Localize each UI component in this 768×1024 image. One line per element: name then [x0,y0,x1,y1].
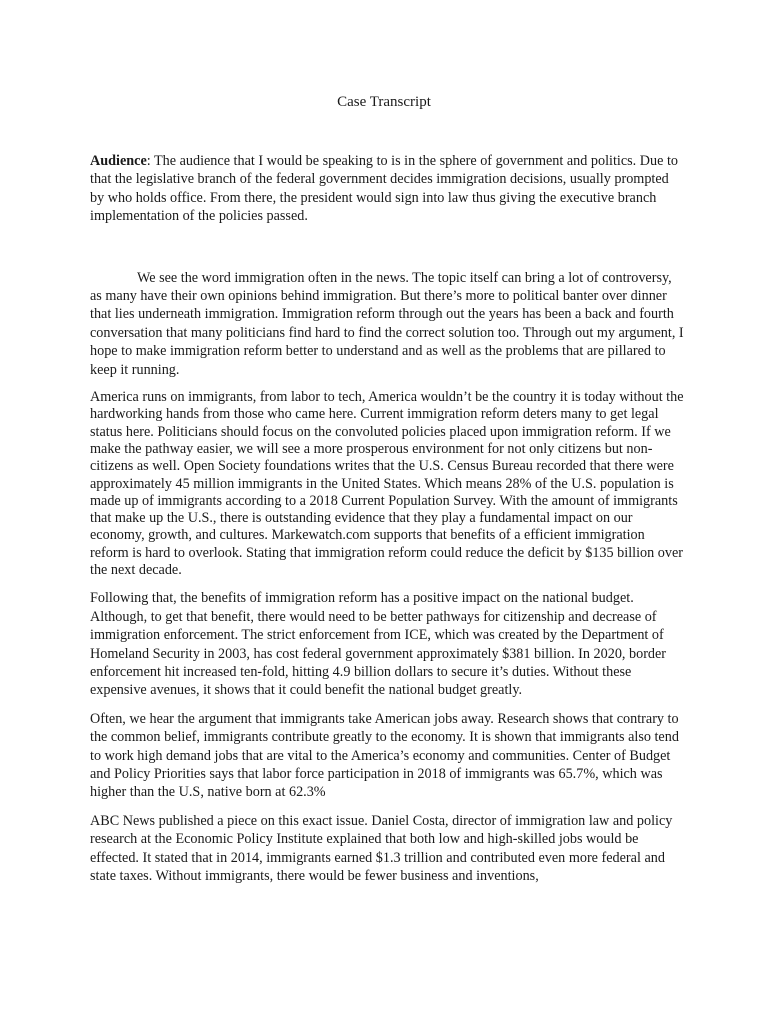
body-paragraph-jobs: Often, we hear the argument that immigrants take American jobs away. Research shows that contrary to the common belief, immigrants contribute greatly to the economy. It is shown that immigrants also tend to work high demand jobs that are vital to the America’s economy and communities. Center of Budget and Policy Priorities says that labor force participation in 2018 of immigrants was 65.7%, which was higher than the U.S, native born at 62.3% [90,710,679,801]
body-paragraph-immigrants: America runs on immigrants, from labor to tech, America wouldn’t be the country it is today without the hardworking hands from those who came here. Current immigration reform deters many to get legal status here. Politicians should focus on the convoluted policies placed upon immigration reform. If we make the pathway easier, we will see a more prosperous environment for not only citizens but non-citizens as well. Open Society foundations writes that the U.S. Census Bureau recorded that there were approximately 45 million immigrants in the United States. Which means 28% of the U.S. population is made up of immigrants according to a 2018 Current Population Survey. With the amount of immigrants that make up the U.S., there is outstanding evidence that they play a fundamental impact on our economy, growth, and cultures. Markewatch.com supports that benefits of a efficient immigration reform is hard to overlook. Stating that immigration reform could reduce the deficit by $135 billion over the next decade. [90,389,684,579]
page-title: Case Transcript [337,94,431,110]
body-paragraph-abc-news: ABC News published a piece on this exact issue. Daniel Costa, director of immigration law and policy research at the Economic Policy Institute explained that both low and high-skilled jobs would be effected. It stated that in 2014, immigrants earned $1.3 trillion and contributed even more federal and state taxes. Without immigrants, there would be fewer business and inventions, [90,812,673,885]
body-paragraph-budget: Following that, the benefits of immigration reform has a positive impact on the national budget. Although, to get that benefit, there would need to be better pathways for citizenship and decrease of immigration enforcement. The strict enforcement from ICE, which was created by the Department of Homeland Security in 2003, has cost federal government approximately $381 billion. In 2020, border enforcement hit increased ten-fold, hitting 4.9 billion dollars to secure it’s duties. Without these expensive avenues, it shows that it could benefit the national budget greatly. [90,590,667,699]
document-body [90,152,686,895]
audience-text: : The audience that I would be speaking to is in the sphere of government and politics. Due to that the legislative branch of the federal government decides immigration decisions, usually prompted by who holds office. From there, the president would sign into law thus giving the executive branch implementation of the policies passed. [90,153,678,225]
intro-paragraph: We see the word immigration often in the news. The topic itself can bring a lot of controversy, as many have their own opinions behind immigration. But there’s more to political banter over dinner that lies underneath immigration. Immigration reform through out the years has been a back and fourth conversation that many politicians find hard to find the correct solution too. Through out my argument, I hope to make immigration reform better to understand and as well as the problems that are pillared to keep it running. [90,269,684,378]
audience-paragraph [90,152,686,226]
audience-label: Audience [90,153,147,169]
